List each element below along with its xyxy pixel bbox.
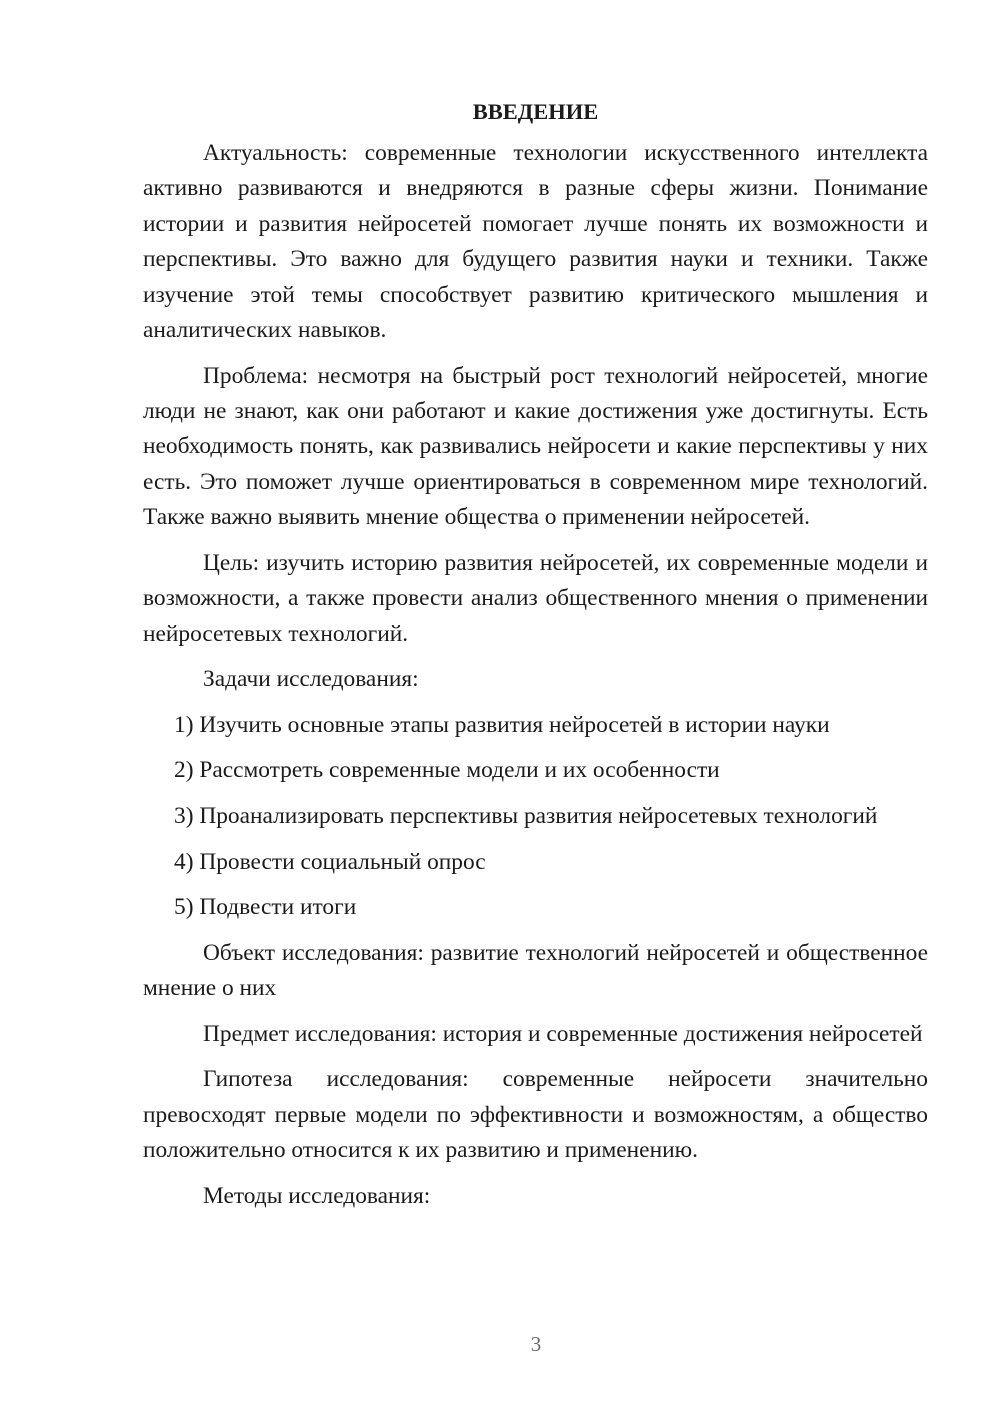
paragraph-relevance: Актуальность: современные технологии искусственного интеллекта активно развиваются и внедряются в разные сферы жизни. Понимание истории и развития нейросетей помогает лучше понять их возможности и перспективы. Это важно для будущего развития науки и техники. Также изучение этой темы способствует развитию критического мышления и аналитических навыков. — [143, 140, 928, 344]
paragraph-object: Объект исследования: развитие технологий нейросетей и общественное мнение о них — [143, 939, 928, 1002]
task-item: 3) Проанализировать перспективы развития нейросетевых технологий — [174, 803, 878, 830]
task-item: 5) Подвести итоги — [174, 894, 357, 921]
task-item: 4) Провести социальный опрос — [174, 848, 486, 875]
page-content — [143, 94, 928, 1224]
task-item: 2) Рассмотреть современные модели и их особенности — [174, 757, 720, 784]
paragraph-hypothesis: Гипотеза исследования: современные нейросети значительно превосходят первые модели по эффективности и возможностям, а общество положительно относится к их развитию и применению. — [143, 1066, 928, 1164]
paragraph-subject: Предмет исследования: история и современные достижения нейросетей — [203, 1020, 923, 1047]
paragraph-problem: Проблема: несмотря на быстрый рост технологий нейросетей, многие люди не знают, как они работают и какие достижения уже достигнуты. Есть необходимость понять, как развивались нейросети и какие перспективы у них есть. Это поможет лучше ориентироваться в современном мире технологий. Также важно выявить мнение общества о применении нейросетей. — [143, 362, 928, 531]
section-heading: ВВЕДЕНИЕ — [472, 99, 599, 124]
methods-heading: Методы исследования: — [203, 1182, 431, 1209]
task-item: 1) Изучить основные этапы развития нейросетей в истории науки — [174, 711, 830, 738]
paragraph-goal: Цель: изучить историю развития нейросетей, их современные модели и возможности, а также провести анализ общественного мнения о применении нейросетевых технологий. — [143, 549, 928, 647]
tasks-list — [143, 708, 928, 926]
tasks-heading: Задачи исследования: — [203, 666, 419, 693]
page-number: 3 — [530, 1332, 542, 1356]
